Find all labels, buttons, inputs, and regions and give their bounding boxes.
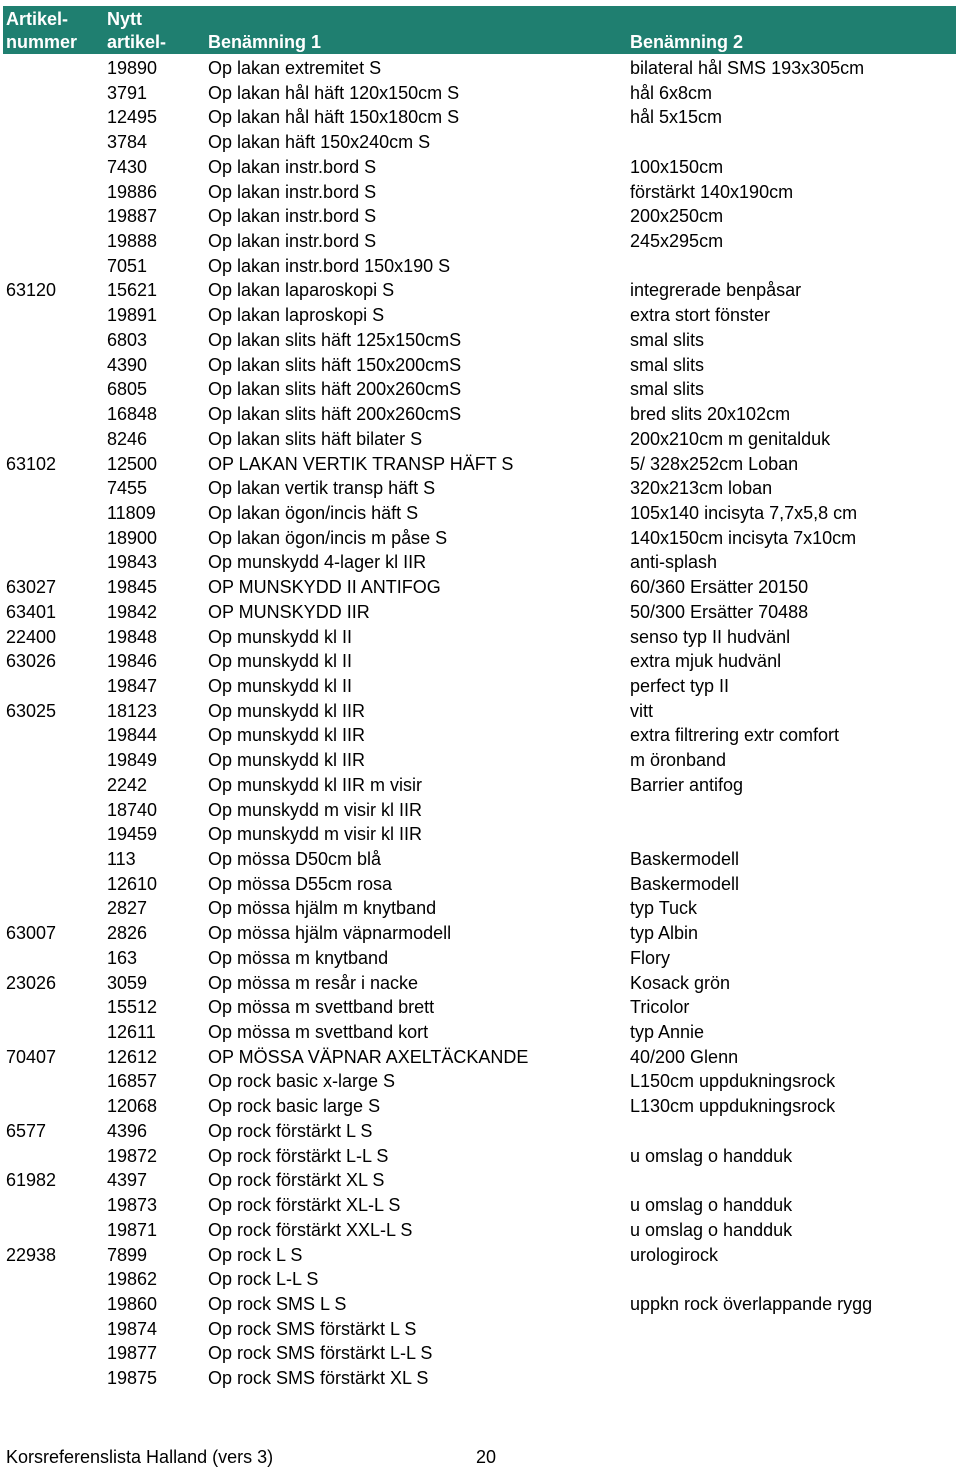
benamning2-cell: smal slits	[630, 329, 705, 350]
nytt-artikelnummer-cell: 19842	[107, 601, 158, 622]
table-row	[0, 971, 960, 996]
nytt-artikelnummer-cell: 16848	[107, 404, 158, 425]
header-nytt-line2: artikel-	[107, 32, 167, 52]
artikelnummer-cell: 6577	[6, 1120, 47, 1141]
nytt-artikelnummer-cell: 19846	[107, 651, 158, 672]
benamning2-cell: bilateral hål SMS 193x305cm	[630, 58, 865, 78]
benamning2-cell: Flory	[630, 947, 670, 968]
benamning2-cell: urologirock	[630, 1244, 719, 1265]
header-artikel-line2: nummer	[6, 32, 78, 52]
benamning1-cell: Op mössa m knytband	[208, 947, 389, 968]
benamning1-cell: Op munskydd kl IIR	[208, 725, 366, 746]
benamning2-cell: 320x213cm loban	[630, 478, 773, 499]
table-row	[0, 1317, 960, 1342]
benamning2-cell: 245x295cm	[630, 231, 724, 252]
table-row	[0, 872, 960, 897]
benamning2-cell: L130cm uppdukningsrock	[630, 1096, 836, 1117]
nytt-artikelnummer-cell: 6805	[107, 379, 148, 400]
table-row	[0, 278, 960, 303]
nytt-artikelnummer-cell: 18900	[107, 527, 158, 548]
nytt-artikelnummer-cell: 113	[107, 849, 136, 869]
table-row	[0, 427, 960, 452]
benamning1-cell: Op rock SMS L S	[208, 1293, 347, 1314]
artikelnummer-cell: 63007	[6, 923, 57, 944]
benamning1-cell: Op lakan vertik transp häft S	[208, 478, 436, 499]
nytt-artikelnummer-cell: 12611	[107, 1022, 156, 1043]
artikelnummer-cell: 22938	[6, 1244, 57, 1265]
artikelnummer-cell: 63025	[6, 700, 57, 721]
nytt-artikelnummer-cell: 12500	[107, 453, 158, 474]
benamning1-cell: Op munskydd kl IIR	[208, 750, 366, 771]
table-row	[0, 1218, 960, 1243]
table-row	[0, 402, 960, 427]
benamning2-cell: Baskermodell	[630, 873, 740, 894]
benamning2-cell: 5/ 328x252cm Loban	[630, 453, 799, 474]
table-row	[0, 1341, 960, 1366]
nytt-artikelnummer-cell: 3784	[107, 132, 148, 153]
benamning1-cell: Op lakan häft 150x240cm S	[208, 132, 431, 153]
table-row	[0, 229, 960, 254]
benamning2-cell: typ Annie	[630, 1022, 705, 1043]
table-row	[0, 328, 960, 353]
table-row	[0, 105, 960, 130]
benamning1-cell: Op rock förstärkt L S	[208, 1120, 373, 1141]
nytt-artikelnummer-cell: 18740	[107, 799, 158, 820]
table-row	[0, 81, 960, 106]
benamning1-cell: OP MUNSKYDD IIR	[208, 601, 370, 622]
benamning1-cell: Op lakan slits häft 150x200cmS	[208, 354, 462, 375]
artikelnummer-cell: 63120	[6, 280, 57, 301]
benamning2-cell: 100x150cm	[630, 156, 724, 177]
benamning1-cell: Op munskydd 4-lager kl IIR	[208, 552, 427, 573]
table-row	[0, 1193, 960, 1218]
benamning2-cell: smal slits	[630, 379, 705, 400]
benamning1-cell: Op mössa hjälm väpnarmodell	[208, 923, 452, 944]
table-row	[0, 1292, 960, 1317]
benamning2-cell: extra filtrering extr comfort	[630, 725, 840, 746]
benamning1-cell: Op rock basic large S	[208, 1096, 381, 1117]
header-artikel-line1: Artikel-	[6, 9, 69, 29]
table-row	[0, 1267, 960, 1292]
benamning2-cell: förstärkt 140x190cm	[630, 181, 794, 202]
table-row	[0, 1069, 960, 1094]
benamning1-cell: OP MÖSSA VÄPNAR AXELTÄCKANDE	[208, 1046, 529, 1067]
benamning1-cell: Op mössa D50cm blå	[208, 849, 382, 869]
nytt-artikelnummer-cell: 4390	[107, 354, 148, 375]
nytt-artikelnummer-cell: 19862	[107, 1269, 158, 1290]
table-row	[0, 773, 960, 798]
benamning1-cell: Op rock förstärkt XXL-L S	[208, 1219, 413, 1240]
nytt-artikelnummer-cell: 11809	[107, 502, 156, 523]
benamning1-cell: Op lakan instr.bord S	[208, 181, 377, 202]
benamning2-cell: 50/300 Ersätter 70488	[630, 601, 809, 622]
benamning2-cell: u omslag o handduk	[630, 1145, 793, 1166]
nytt-artikelnummer-cell: 19874	[107, 1318, 158, 1339]
benamning1-cell: Op lakan slits häft bilater S	[208, 428, 423, 449]
artikelnummer-cell: 63102	[6, 453, 57, 474]
benamning1-cell: Op mössa m svettband brett	[208, 997, 435, 1018]
benamning1-cell: Op munskydd kl II	[208, 675, 353, 696]
nytt-artikelnummer-cell: 19888	[107, 231, 158, 252]
table-row	[0, 353, 960, 378]
table-row	[0, 180, 960, 205]
page-number: 20	[476, 1447, 497, 1467]
nytt-artikelnummer-cell: 19875	[107, 1368, 158, 1389]
table-row	[0, 550, 960, 575]
nytt-artikelnummer-cell: 16857	[107, 1071, 158, 1092]
table-row	[0, 1119, 960, 1144]
benamning1-cell: Op rock förstärkt XL-L S	[208, 1195, 401, 1216]
benamning1-cell: Op lakan slits häft 200x260cmS	[208, 404, 462, 425]
nytt-artikelnummer-cell: 19845	[107, 577, 158, 598]
footer-title: Korsreferenslista Halland (vers 3)	[6, 1447, 274, 1467]
table-row	[0, 896, 960, 921]
table-row	[0, 699, 960, 724]
nytt-artikelnummer-cell: 19873	[107, 1195, 158, 1216]
table-row	[0, 723, 960, 748]
benamning1-cell: Op mössa hjälm m knytband	[208, 898, 437, 919]
table-row	[0, 130, 960, 155]
benamning2-cell: u omslag o handduk	[630, 1219, 793, 1240]
benamning1-cell: Op rock L-L S	[208, 1269, 319, 1290]
benamning2-cell: bred slits 20x102cm	[630, 404, 791, 425]
benamning2-cell: smal slits	[630, 354, 705, 375]
nytt-artikelnummer-cell: 7430	[107, 156, 148, 177]
benamning1-cell: Op munskydd kl II	[208, 626, 353, 647]
table-row	[0, 946, 960, 971]
nytt-artikelnummer-cell: 19877	[107, 1343, 158, 1364]
nytt-artikelnummer-cell: 2242	[107, 774, 148, 795]
artikelnummer-cell: 22400	[6, 626, 57, 647]
benamning1-cell: Op lakan hål häft 150x180cm S	[208, 107, 460, 128]
nytt-artikelnummer-cell: 3059	[107, 972, 148, 993]
benamning1-cell: Op lakan ögon/incis m påse S	[208, 527, 448, 548]
benamning2-cell: m öronband	[630, 750, 727, 771]
benamning1-cell: Op lakan extremitet S	[208, 58, 382, 78]
nytt-artikelnummer-cell: 7051	[107, 255, 148, 276]
benamning1-cell: OP MUNSKYDD II ANTIFOG	[208, 577, 441, 598]
nytt-artikelnummer-cell: 7899	[107, 1244, 148, 1265]
benamning1-cell: Op rock basic x-large S	[208, 1071, 396, 1092]
table-row	[0, 452, 960, 477]
table-row	[0, 56, 960, 81]
benamning2-cell: Tricolor	[630, 997, 690, 1018]
benamning2-cell: 140x150cm incisyta 7x10cm	[630, 527, 857, 548]
artikelnummer-cell: 63401	[6, 601, 57, 622]
table-row	[0, 204, 960, 229]
table-row	[0, 798, 960, 823]
benamning1-cell: OP LAKAN VERTIK TRANSP HÄFT S	[208, 453, 514, 474]
benamning1-cell: Op lakan hål häft 120x150cm S	[208, 82, 460, 103]
benamning1-cell: Op lakan instr.bord S	[208, 156, 377, 177]
table-row	[0, 377, 960, 402]
artikelnummer-cell: 23026	[6, 972, 57, 993]
benamning1-cell: Op munskydd m visir kl IIR	[208, 824, 423, 845]
nytt-artikelnummer-cell: 19843	[107, 552, 158, 573]
nytt-artikelnummer-cell: 3791	[107, 82, 148, 103]
nytt-artikelnummer-cell: 8246	[107, 428, 148, 449]
benamning2-cell: 200x210cm m genitalduk	[630, 428, 831, 449]
table-body	[0, 56, 960, 1391]
benamning1-cell: Op lakan slits häft 125x150cmS	[208, 329, 462, 350]
benamning1-cell: Op lakan slits häft 200x260cmS	[208, 379, 462, 400]
table-row	[0, 1144, 960, 1169]
nytt-artikelnummer-cell: 19891	[107, 305, 158, 326]
benamning1-cell: Op lakan ögon/incis häft S	[208, 502, 419, 523]
benamning2-cell: 60/360 Ersätter 20150	[630, 577, 809, 598]
nytt-artikelnummer-cell: 6803	[107, 329, 148, 350]
artikelnummer-cell: 63027	[6, 577, 57, 598]
table-header	[3, 6, 956, 54]
benamning2-cell: senso typ II hudvänl	[630, 626, 791, 647]
table-row	[0, 303, 960, 328]
benamning2-cell: vitt	[630, 700, 654, 721]
benamning2-cell: 105x140 incisyta 7,7x5,8 cm	[630, 502, 858, 523]
table-row	[0, 1094, 960, 1119]
nytt-artikelnummer-cell: 12612	[107, 1046, 158, 1067]
benamning1-cell: Op lakan instr.bord 150x190 S	[208, 255, 451, 276]
table-row	[0, 1366, 960, 1391]
table-row	[0, 526, 960, 551]
benamning1-cell: Op lakan laproskopi S	[208, 305, 385, 326]
benamning1-cell: Op munskydd kl IIR	[208, 700, 366, 721]
benamning2-cell: typ Tuck	[630, 898, 698, 919]
nytt-artikelnummer-cell: 19847	[107, 675, 158, 696]
table-row	[0, 674, 960, 699]
table-row	[0, 625, 960, 650]
nytt-artikelnummer-cell: 19886	[107, 181, 158, 202]
table-row	[0, 1020, 960, 1045]
table-row	[0, 1168, 960, 1193]
artikelnummer-cell: 70407	[6, 1046, 57, 1067]
nytt-artikelnummer-cell: 19849	[107, 750, 158, 771]
benamning1-cell: Op rock SMS förstärkt L-L S	[208, 1343, 433, 1364]
nytt-artikelnummer-cell: 19860	[107, 1293, 158, 1314]
benamning2-cell: hål 5x15cm	[630, 107, 723, 128]
benamning1-cell: Op rock SMS förstärkt L S	[208, 1318, 417, 1339]
benamning2-cell: extra stort fönster	[630, 305, 771, 326]
nytt-artikelnummer-cell: 4396	[107, 1120, 148, 1141]
benamning1-cell: Op lakan instr.bord S	[208, 231, 377, 252]
benamning1-cell: Op rock SMS förstärkt XL S	[208, 1368, 429, 1389]
table-row	[0, 1243, 960, 1268]
table-row	[0, 600, 960, 625]
table-row	[0, 476, 960, 501]
table-row	[0, 822, 960, 847]
table-row	[0, 748, 960, 773]
page-footer	[0, 1445, 960, 1469]
nytt-artikelnummer-cell: 12068	[107, 1096, 158, 1117]
benamning2-cell: extra mjuk hudvänl	[630, 651, 782, 672]
table-row	[0, 501, 960, 526]
nytt-artikelnummer-cell: 19871	[107, 1219, 158, 1240]
header-benamning2: Benämning 2	[630, 32, 744, 52]
benamning1-cell: Op mössa m svettband kort	[208, 1022, 429, 1043]
header-nytt-line1: Nytt	[107, 9, 142, 29]
benamning2-cell: hål 6x8cm	[630, 82, 713, 103]
artikelnummer-cell: 61982	[6, 1170, 57, 1191]
nytt-artikelnummer-cell: 18123	[107, 700, 158, 721]
benamning2-cell: integrerade benpåsar	[630, 280, 802, 301]
nytt-artikelnummer-cell: 163	[107, 947, 138, 968]
benamning1-cell: Op munskydd m visir kl IIR	[208, 799, 423, 820]
benamning1-cell: Op rock L S	[208, 1244, 303, 1265]
table-row	[0, 847, 960, 872]
benamning2-cell: perfect typ II	[630, 675, 730, 696]
benamning2-cell: uppkn rock överlappande rygg	[630, 1293, 873, 1314]
table-row	[0, 995, 960, 1020]
benamning2-cell: L150cm uppdukningsrock	[630, 1071, 836, 1092]
nytt-artikelnummer-cell: 19872	[107, 1145, 158, 1166]
benamning1-cell: Op lakan instr.bord S	[208, 206, 377, 227]
benamning1-cell: Op lakan laparoskopi S	[208, 280, 395, 301]
benamning2-cell: Baskermodell	[630, 849, 740, 869]
nytt-artikelnummer-cell: 19844	[107, 725, 158, 746]
nytt-artikelnummer-cell: 7455	[107, 478, 148, 499]
benamning2-cell: Barrier antifog	[630, 774, 744, 795]
nytt-artikelnummer-cell: 4397	[107, 1170, 148, 1191]
nytt-artikelnummer-cell: 12495	[107, 107, 158, 128]
benamning1-cell: Op rock förstärkt XL S	[208, 1170, 385, 1191]
benamning2-cell: anti-splash	[630, 552, 718, 573]
benamning1-cell: Op mössa m resår i nacke	[208, 972, 419, 993]
table-row	[0, 921, 960, 946]
benamning2-cell: 40/200 Glenn	[630, 1046, 739, 1067]
nytt-artikelnummer-cell: 12610	[107, 873, 158, 894]
nytt-artikelnummer-cell: 15512	[107, 997, 158, 1018]
benamning2-cell: 200x250cm	[630, 206, 724, 227]
table-row	[0, 155, 960, 180]
nytt-artikelnummer-cell: 19459	[107, 824, 158, 845]
artikelnummer-cell: 63026	[6, 651, 57, 672]
table-row	[0, 649, 960, 674]
nytt-artikelnummer-cell: 19848	[107, 626, 158, 647]
table-row	[0, 575, 960, 600]
nytt-artikelnummer-cell: 19887	[107, 206, 158, 227]
nytt-artikelnummer-cell: 15621	[107, 280, 158, 301]
table-row	[0, 254, 960, 279]
nytt-artikelnummer-cell: 19890	[107, 58, 158, 78]
benamning1-cell: Op mössa D55cm rosa	[208, 873, 393, 894]
table-row	[0, 1045, 960, 1070]
nytt-artikelnummer-cell: 2827	[107, 898, 148, 919]
benamning2-cell: typ Albin	[630, 923, 699, 944]
nytt-artikelnummer-cell: 2826	[107, 923, 148, 944]
benamning2-cell: u omslag o handduk	[630, 1195, 793, 1216]
header-benamning1: Benämning 1	[208, 32, 322, 52]
benamning1-cell: Op munskydd kl IIR m visir	[208, 774, 423, 795]
benamning2-cell: Kosack grön	[630, 972, 731, 993]
benamning1-cell: Op munskydd kl II	[208, 651, 353, 672]
benamning1-cell: Op rock förstärkt L-L S	[208, 1145, 389, 1166]
